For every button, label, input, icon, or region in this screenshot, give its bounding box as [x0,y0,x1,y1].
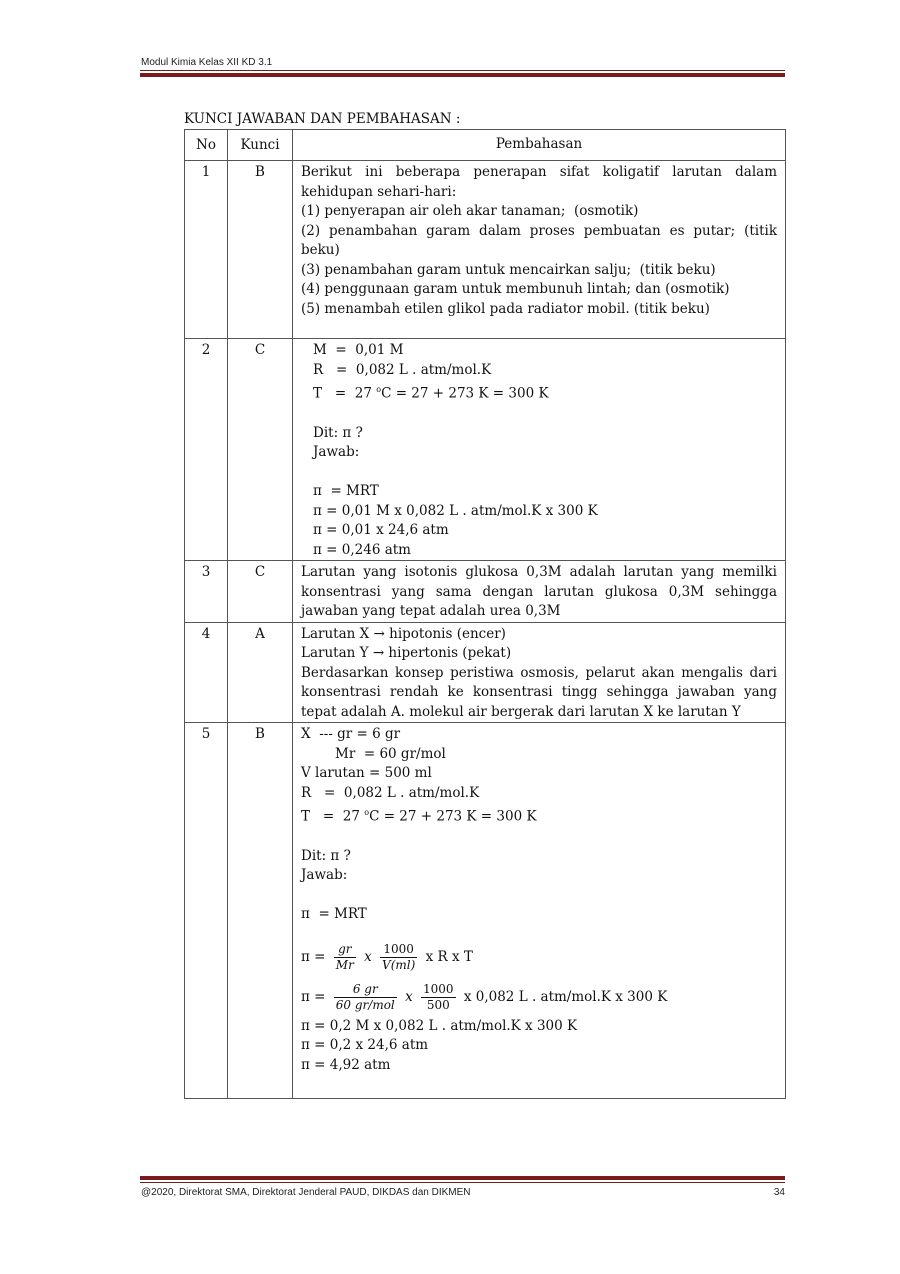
table-row [185,339,786,561]
row-key: C [228,561,293,623]
table-header-row [185,130,786,161]
temp-post: C = 27 + 273 K = 300 K [381,385,549,402]
row-key: B [228,723,293,1099]
formula-rest: x R x T [425,948,473,965]
footer-copyright: @2020, Direktorat SMA, Direktorat Jenderal PAUD, DIKDAS dan DIKMEN [141,1187,471,1198]
discussion-line: π = 0,246 atm [313,541,411,558]
numerator: 1000 [423,981,454,996]
discussion-line: R = 0,082 L . atm/mol.K [301,784,480,801]
header-key: Kunci [228,130,293,161]
discussion-line: Dit: π ? [301,847,351,864]
row-discussion [293,723,786,1099]
row-no: 2 [185,339,228,561]
row-no: 1 [185,161,228,339]
numerator: gr [334,942,356,958]
temp-post: C = 27 + 273 K = 300 K [369,808,537,825]
times-sign: 𝑥 [364,948,372,965]
discussion-line: Jawab: [301,867,348,883]
fraction-1000-500 [421,982,456,1013]
header-rule [140,70,785,77]
table-row [185,723,786,1099]
denominator: 60 gr/mol [335,997,395,1012]
fraction-gr-mr [334,942,356,973]
discussion-line: M = 0,01 M [313,342,404,358]
discussion-intro: Berikut ini beberapa penerapan sifat koligatif larutan dalam kehidupan sehari-hari: [301,164,782,200]
discussion-line: (5) menambah etilen glikol pada radiator mobil. (titik beku) [301,300,710,317]
footer-rule [140,1176,785,1183]
discussion-line: (2) penambahan garam dalam proses pembuatan es putar; (titik beku) [301,222,782,258]
table-row [185,622,786,723]
numerator: 6 gr [334,982,397,998]
discussion-line: π = 4,92 atm [301,1056,391,1073]
footer [141,1187,785,1198]
discussion-line: π = MRT [313,483,379,499]
row-key: A [228,622,293,723]
discussion-line: X --- gr = 6 gr [301,726,401,742]
times-sign: 𝑥 [405,988,413,1005]
formula-lhs: π = [301,948,326,965]
table-row [185,161,786,339]
row-no: 4 [185,622,228,723]
discussion-line: Dit: π ? [313,424,363,441]
temperature-line [313,380,777,404]
discussion-line: Mr = 60 gr/mol [335,745,446,762]
table-row [185,561,786,623]
discussion-text: Berdasarkan konsep peristiwa osmosis, pelarut akan mengalis dari konsentrasi rendah ke konsentrasi tingg sehingga jawaban yang tepat adalah A. molekul air bergerak dari larutan X ke larutan Y [301,664,782,720]
answer-table [184,129,786,1099]
temp-pre: T = 27 [313,385,377,402]
row-discussion [293,622,786,723]
row-key: C [228,339,293,561]
header-no: No [185,130,228,161]
denominator: Mr [335,957,354,972]
denominator: V(ml) [382,957,416,972]
discussion-line: π = MRT [301,906,367,922]
row-no: 3 [185,561,228,623]
page-number: 34 [773,1187,785,1198]
discussion-line: (3) penambahan garam untuk mencairkan salju; (titik beku) [301,261,716,278]
discussion-line: π = 0,01 x 24,6 atm [313,522,449,538]
row-discussion: Larutan yang isotonis glukosa 0,3M adalah larutan yang memilki konsentrasi yang sama dengan larutan glukosa 0,3M sehingga jawaban yang tepat adalah urea 0,3M [293,561,786,623]
formula-lhs: π = [301,988,326,1005]
row-no: 5 [185,723,228,1099]
discussion-line: (1) penyerapan air oleh akar tanaman; (osmotik) [301,203,639,219]
row-discussion [293,161,786,339]
temperature-line [301,803,777,827]
fraction-6gr-60 [334,982,397,1013]
discussion-line: R = 0,082 L . atm/mol.K [313,361,492,378]
fraction-1000-v [380,942,417,973]
formula-general [301,937,777,977]
degree-sup: o [376,385,382,394]
discussion-line: V larutan = 500 ml [301,765,432,781]
section-title: KUNCI JAWABAN DAN PEMBAHASAN : [184,111,461,127]
row-discussion [293,339,786,561]
row-key: B [228,161,293,339]
discussion-line: π = 0,2 x 24,6 atm [301,1037,429,1053]
discussion-line: Jawab: [313,444,360,460]
discussion-line: (4) penggunaan garam untuk membunuh lintah; dan (osmotik) [301,281,730,297]
discussion-line: π = 0,01 M x 0,082 L . atm/mol.K x 300 K [313,502,598,519]
discussion-line: Larutan X → hipotonis (encer) [301,625,506,642]
numerator: 1000 [380,942,417,958]
header-discussion: Pembahasan [293,130,786,161]
discussion-line: π = 0,2 M x 0,082 L . atm/mol.K x 300 K [301,1017,578,1034]
formula-rest: x 0,082 L . atm/mol.K x 300 K [463,988,668,1005]
discussion-line: Larutan Y → hipertonis (pekat) [301,645,512,661]
header-title: Modul Kimia Kelas XII KD 3.1 [141,57,273,68]
denominator: 500 [426,997,450,1012]
formula-substituted [301,977,777,1017]
degree-sup: o [364,808,370,817]
temp-pre: T = 27 [301,808,365,825]
